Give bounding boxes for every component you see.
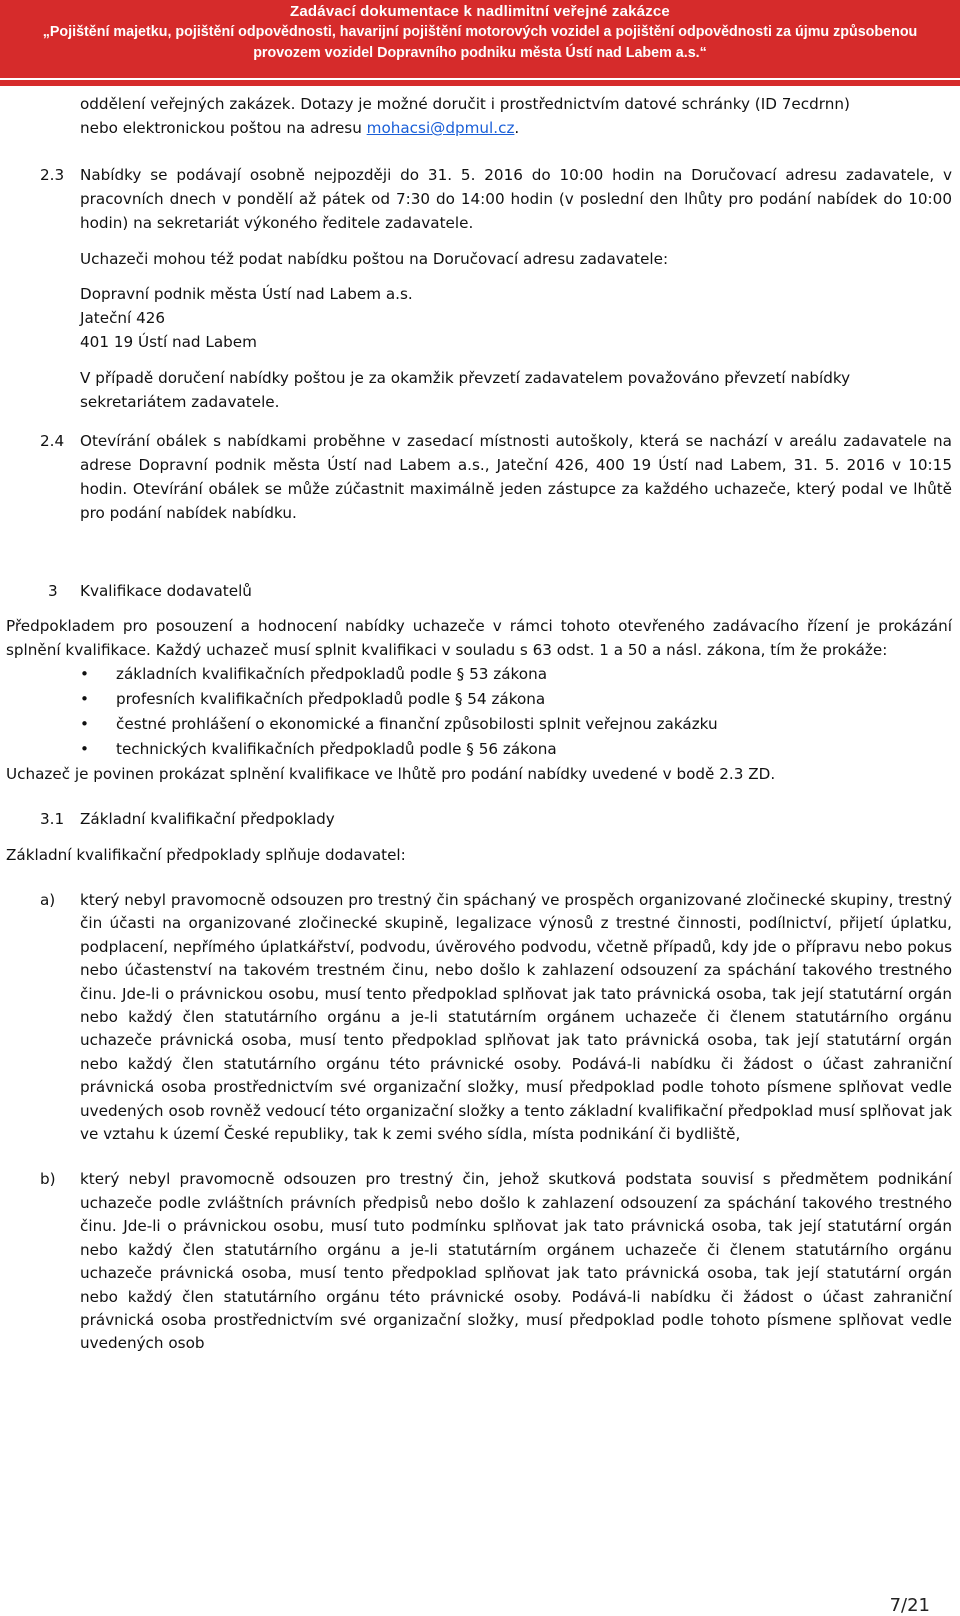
- bullet-icon: •: [80, 690, 89, 708]
- header-subtitle-line1: „Pojištění majetku, pojištění odpovědnosti, havarijní pojištění motorových vozidel a pojištění odpovědnosti za újmu způsobenou: [42, 24, 918, 40]
- section-2-3-body: Nabídky se podávají osobně nejpozději do 31. 5. 2016 do 10:00 hodin na Doručovací adresu zadavatele, v pracovních dnech v pondělí až pátek od 7:30 do 14:00 hodin (v poslední den lhůty pro podání nabídek do 10:00 hodin) na sekretariát výkoného ředitele zadavatele.: [80, 166, 952, 232]
- address-line-1: Dopravní podnik města Ústí nad Labem a.s.: [80, 285, 413, 303]
- section-2-4-number: 2.4: [40, 432, 65, 450]
- intro-line2: nebo elektronickou poštou na adresu: [80, 119, 367, 137]
- section-2-3: [0, 163, 960, 235]
- intro-paragraph: [80, 92, 952, 140]
- postal-delivery-note: V případě doručení nabídky poštou je za okamžik převzetí zadavatelem považováno převzetí nabídky sekretariátem zadavatele.: [80, 369, 851, 411]
- post-delivery-text: Uchazeči mohou též podat nabídku poštou na Doručovací adresu zadavatele:: [80, 250, 669, 268]
- header-subtitle-line2: provozem vozidel Dopravního podniku města Ústí nad Labem a.s.“: [253, 45, 707, 61]
- intro-line1: oddělení veřejných zakázek. Dotazy je možné doručit i prostřednictvím datové schránky (ID 7ecdrnn): [80, 95, 850, 113]
- list-item-a: [40, 889, 952, 1146]
- section-2-4-text: Otevírání obálek s nabídkami proběhne v zasedací místnosti autoškoly, která se nachází v areálu zadavatele na adrese Dopravní podnik města Ústí nad Labem a.s., Jateční 426, 400 19 Ústí nad Labem, 31. 5. 2016 v 10:15 hodin. Otevírání obálek se může zúčastnit maximálně jeden zástupce za každého uchazeče, který podal ve lhůtě pro podání nabídek nabídku.: [80, 432, 952, 522]
- delivery-address: [0, 282, 960, 354]
- section-3-text: Předpokladem pro posouzení a hodnocení nabídky uchazeče v rámci tohoto otevřeného zadávacího řízení je prokázání splnění kvalifikace. Každý uchazeč musí splnit kvalifikaci v souladu s 63 odst. 1 a 50 a násl. zákona, tím že prokáže:: [6, 617, 952, 659]
- intro-line2-end: .: [514, 119, 520, 137]
- section-3-1-title: Základní kvalifikační předpoklady: [80, 810, 335, 828]
- bullet-icon: •: [80, 715, 89, 733]
- section-2-3-number: 2.3: [40, 166, 65, 184]
- list-item: • profesních kvalifikačních předpokladů podle § 54 zákona: [0, 687, 960, 712]
- address-line-3: 401 19 Ústí nad Labem: [80, 333, 257, 351]
- page-content: [0, 86, 960, 1356]
- header-rule: [0, 78, 960, 86]
- page-number: 7/21: [889, 1595, 930, 1616]
- section-3-1-intro: Základní kvalifikační předpoklady splňuje dodavatel:: [6, 846, 406, 864]
- section-3-number: 3: [48, 582, 58, 600]
- item-letter: a): [40, 891, 56, 909]
- list-item: • technických kvalifikačních předpokladů podle § 56 zákona: [0, 737, 960, 762]
- list-item: • základních kvalifikačních předpokladů podle § 53 zákona: [0, 662, 960, 687]
- qualification-list: [0, 662, 960, 762]
- section-2-4: [0, 429, 960, 525]
- section-3-1-number: 3.1: [40, 810, 65, 828]
- section-3-1-heading: [0, 807, 960, 831]
- document-header: [0, 0, 960, 78]
- email-link[interactable]: mohacsi@dpmul.cz: [366, 119, 515, 137]
- list-item-b: [40, 1168, 952, 1355]
- section-3-after: Uchazeč je povinen prokázat splnění kvalifikace ve lhůtě pro podání nabídky uvedené v bodě 2.3 ZD.: [6, 765, 776, 783]
- bullet-icon: •: [80, 665, 89, 683]
- section-3-title: Kvalifikace dodavatelů: [80, 582, 252, 600]
- address-line-2: Jateční 426: [80, 309, 166, 327]
- list-item: • čestné prohlášení o ekonomické a finanční způsobilosti splnit veřejnou zakázku: [0, 712, 960, 737]
- item-text: který nebyl pravomocně odsouzen pro trestný čin spáchaný ve prospěch organizované zločinecké skupiny, trestný čin účasti na organizované zločinecké skupině, legalizace výnosů z trestné činnosti, podílnictví, přijetí úplatku, podplacení, nepřímého úplatkářství, podvodu, úvěrového podvodu, včetně případů, kdy jde o přípravu nebo pokus nebo účastenství na takovém trestném činu, nebo došlo k zahlazení odsouzení za spáchání takového trestného činu. Jde-li o právnickou osobu, musí tento předpoklad splňovat jak tato právnická osoba, tak její statutární orgán nebo každý člen statutárního orgánu a je-li statutárním orgánem uchazeče či členem statutárního orgánu uchazeče právnická osoba, musí tento předpoklad splňovat jak tato právnická osoba, tak její statutární orgán nebo každý člen statutárního orgánu této právnické osoby. Podává-li nabídku či žádost o účast zahraniční právnická osoba prostřednictvím své organizační složky, musí předpoklad podle tohoto písmene splňovat vedle uvedených osob rovněž vedoucí této organizační složky a tento základní kvalifikační předpoklad musí splňovat jak ve vztahu k území České republiky, tak k zemi svého sídla, místa podnikání či bydliště,: [80, 891, 952, 1144]
- section-3-heading: [0, 579, 960, 603]
- item-text: který nebyl pravomocně odsouzen pro trestný čin, jehož skutková podstata souvisí s předmětem podnikání uchazeče podle zvláštních právních předpisů nebo došlo k zahlazení odsouzení za spáchání takového trestného činu. Jde-li o právnickou osobu, musí tuto podmínku splňovat jak tato právnická osoba, tak její statutární orgán nebo každý člen statutárního orgánu a je-li statutárním orgánem uchazeče či členem statutárního orgánu uchazeče právnická osoba, musí tento předpoklad splňovat jak tato právnická osoba, tak její statutární orgán nebo každý člen statutárního orgánu této právnické osoby. Podává-li nabídku či žádost o účast zahraniční právnická osoba prostřednictvím své organizační složky, musí předpoklad podle tohoto písmene splňovat vedle uvedených osob: [80, 1170, 952, 1353]
- bullet-icon: •: [80, 740, 89, 758]
- item-letter: b): [40, 1170, 56, 1189]
- header-title: Zadávací dokumentace k nadlimitní veřejné zakázce: [290, 3, 670, 20]
- section-2-3-text: [80, 163, 952, 235]
